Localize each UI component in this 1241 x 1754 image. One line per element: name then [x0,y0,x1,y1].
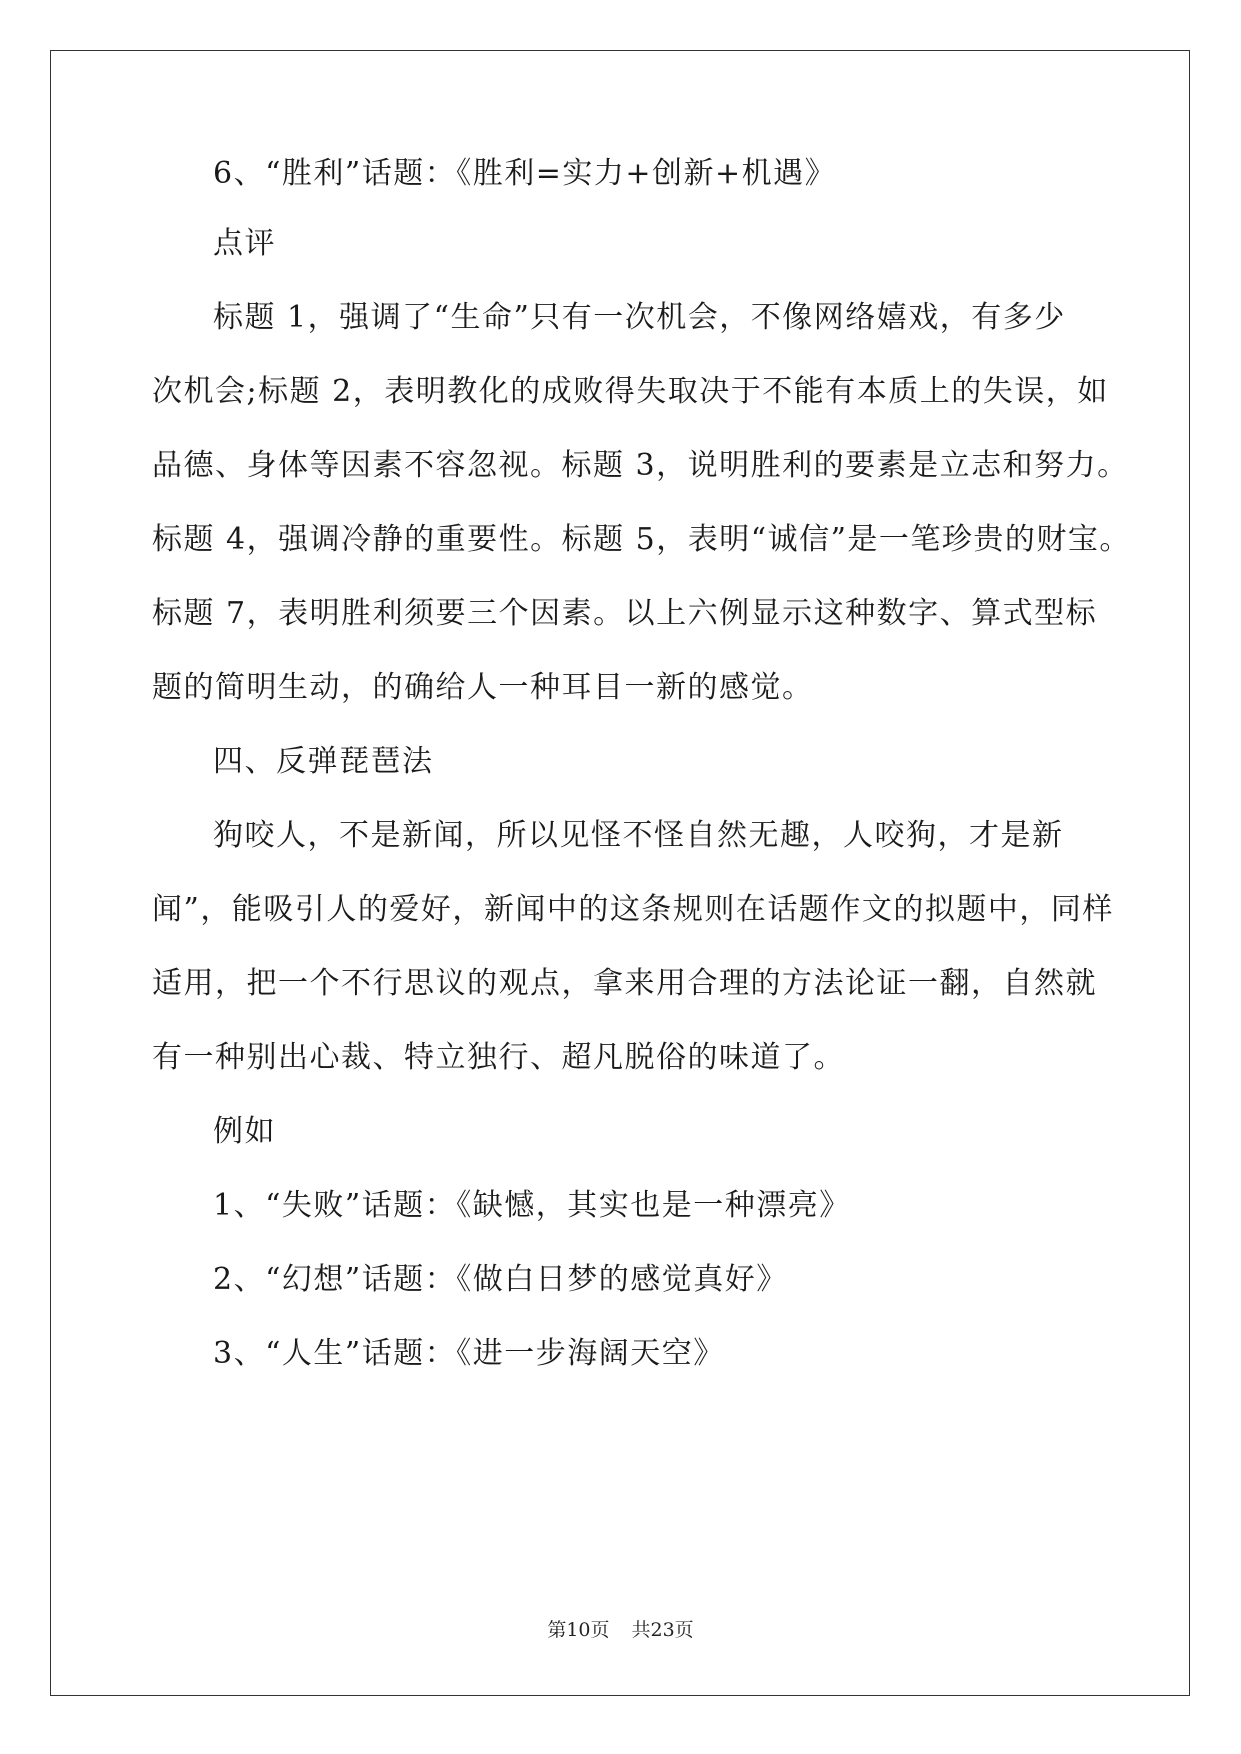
paragraph-line: 狗咬人，不是新闻，所以见怪不怪自然无趣，人咬狗，才是新 [213,818,1064,853]
paragraph-line: 点评 [213,226,276,261]
total-pages: 共23页 [631,1619,694,1641]
paragraph-line: 闻”，能吸引人的爱好，新闻中的这条规则在话题作文的拟题中，同样 [152,892,1114,927]
page-number: 第10页 [547,1619,610,1641]
paragraph-line: 6、“胜利”话题：《胜利=实力+创新+机遇》 [213,156,837,191]
paragraph-line: 标题 7，表明胜利须要三个因素。以上六例显示这种数字、算式型标 [152,596,1098,631]
list-item: 3、“人生”话题：《进一步海阔天空》 [213,1336,725,1371]
list-item: 2、“幻想”话题：《做白日梦的感觉真好》 [213,1262,788,1297]
page-footer [0,1618,1241,1642]
list-item: 1、“失败”话题：《缺憾，其实也是一种漂亮》 [213,1188,851,1223]
paragraph-line: 适用，把一个不行思议的观点，拿来用合理的方法论证一翻，自然就 [152,966,1097,1001]
paragraph-line: 题的简明生动，的确给人一种耳目一新的感觉。 [152,670,814,705]
paragraph-line: 标题 4，强调冷静的重要性。标题 5，表明“诚信”是一笔珍贵的财宝。 [152,522,1131,557]
paragraph-line: 次机会;标题 2，表明教化的成败得失取决于不能有本质上的失误，如 [152,374,1109,409]
paragraph-line: 有一种别出心裁、特立独行、超凡脱俗的味道了。 [152,1040,845,1075]
page-border [50,50,1190,1696]
section-heading: 四、反弹琵琶法 [213,744,434,779]
paragraph-line: 品德、身体等因素不容忽视。标题 3，说明胜利的要素是立志和努力。 [152,448,1129,483]
paragraph-line: 例如 [213,1114,276,1149]
paragraph-line: 标题 1，强调了“生命”只有一次机会，不像网络嬉戏，有多少 [213,300,1066,335]
